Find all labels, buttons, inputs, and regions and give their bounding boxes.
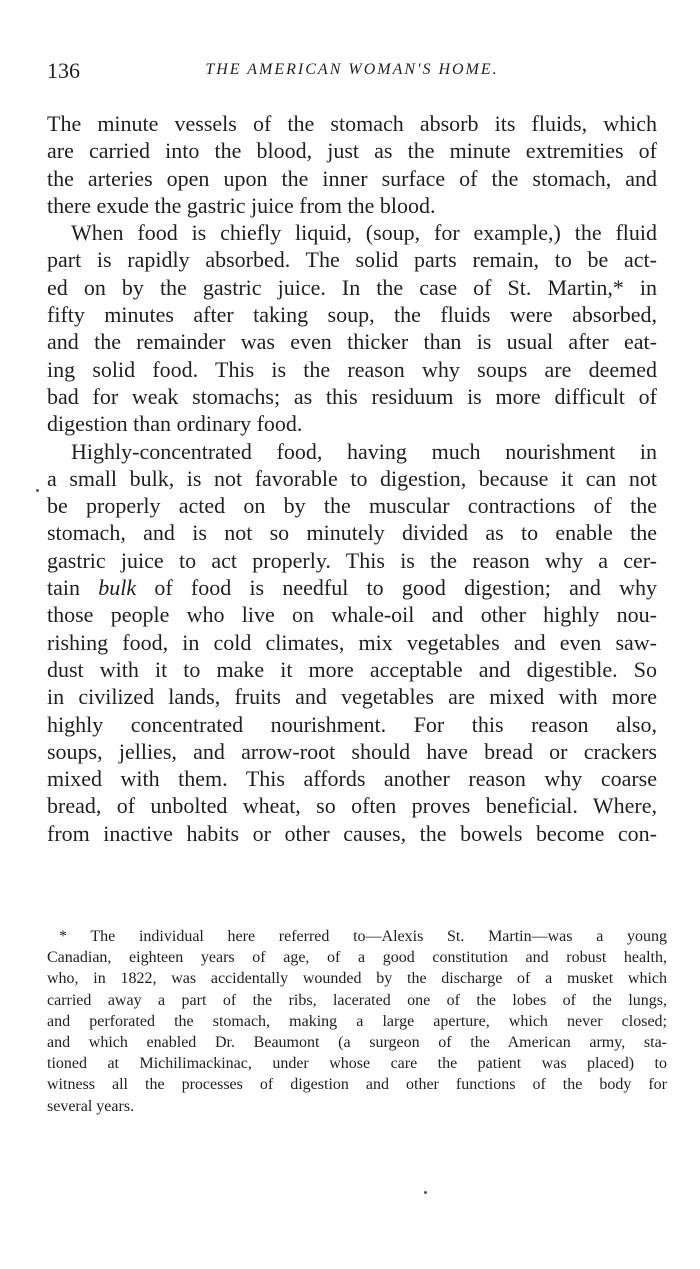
body-line: mixed with them. This affords another reason why coarse xyxy=(47,766,657,792)
body-line: Highly-concentrated food, having much nourishment in xyxy=(71,438,657,464)
body-line: dust with it to make it more acceptable and digestible. So xyxy=(47,656,657,682)
print-speck xyxy=(36,489,39,492)
print-speck xyxy=(424,1191,427,1194)
footnote-line: who, in 1822, was accidentally wounded by the discharge of a musket which xyxy=(47,970,667,988)
body-line: those people who live on whale-oil and other highly nou- xyxy=(47,602,657,628)
body-line: the arteries open upon the inner surface of the stomach, and xyxy=(47,165,657,191)
body-line: soups, jellies, and arrow-root should have bread or crackers xyxy=(47,738,657,764)
body-line: and the remainder was even thicker than is usual after eat- xyxy=(47,329,657,355)
footnote-line: carried away a part of the ribs, lacerated one of the lobes of the lungs, xyxy=(47,991,667,1009)
footnote-line: tioned at Michilimackinac, under whose care the patient was placed) to xyxy=(47,1055,667,1073)
body-line: be properly acted on by the muscular contractions of the xyxy=(47,493,657,519)
body-line: gastric juice to act properly. This is the reason why a cer- xyxy=(47,547,657,573)
footnote-line: several years. xyxy=(47,1097,135,1115)
footnote xyxy=(47,926,667,1117)
body-line: When food is chiefly liquid, (soup, for example,) the fluid xyxy=(71,220,657,246)
body-line: part is rapidly absorbed. The solid parts remain, to be act- xyxy=(47,247,657,273)
body-line: bad for weak stomachs; as this residuum is more difficult of xyxy=(47,383,657,409)
footnote-line: witness all the processes of digestion and other functions of the body for xyxy=(47,1076,667,1094)
body-line: ing solid food. This is the reason why soups are deemed xyxy=(47,356,657,382)
body-line: in civilized lands, fruits and vegetables are mixed with more xyxy=(47,684,657,710)
body-line: rishing food, in cold climates, mix vegetables and even saw- xyxy=(47,629,657,655)
body-line: digestion than ordinary food. xyxy=(47,411,303,437)
page-number: 136 xyxy=(47,58,80,83)
body-line: tain bulk of food is needful to good digestion; and why xyxy=(47,575,657,601)
emphasis-bulk: bulk xyxy=(98,575,137,601)
body-line: ed on by the gastric juice. In the case of St. Martin,* in xyxy=(47,274,657,300)
body-line: The minute vessels of the stomach absorb its fluids, which xyxy=(47,111,657,136)
footnote-line: and which enabled Dr. Beaumont (a surgeon of the American army, sta- xyxy=(47,1033,667,1051)
body-text xyxy=(47,110,657,847)
body-line: there exude the gastric juice from the blood. xyxy=(47,192,436,218)
running-head: THE AMERICAN WOMAN'S HOME. xyxy=(205,61,499,78)
body-line: highly concentrated nourishment. For this reason also, xyxy=(47,711,657,737)
body-line: from inactive habits or other causes, the bowels become con- xyxy=(47,820,657,846)
footnote-line: * The individual here referred to—Alexis St. Martin—was a young xyxy=(59,928,667,945)
footnote-line: and perforated the stomach, making a large aperture, which never closed; xyxy=(47,1012,667,1030)
body-line: fifty minutes after taking soup, the fluids were absorbed, xyxy=(47,302,657,328)
body-line: a small bulk, is not favorable to digestion, because it can not xyxy=(47,465,657,491)
footnote-line: Canadian, eighteen years of age, of a good constitution and robust health, xyxy=(47,949,667,967)
body-line: stomach, and is not so minutely divided as to enable the xyxy=(47,520,657,546)
page-header xyxy=(47,58,657,88)
body-line: are carried into the blood, just as the minute extremities of xyxy=(47,138,657,164)
body-line: bread, of unbolted wheat, so often proves beneficial. Where, xyxy=(47,793,657,819)
